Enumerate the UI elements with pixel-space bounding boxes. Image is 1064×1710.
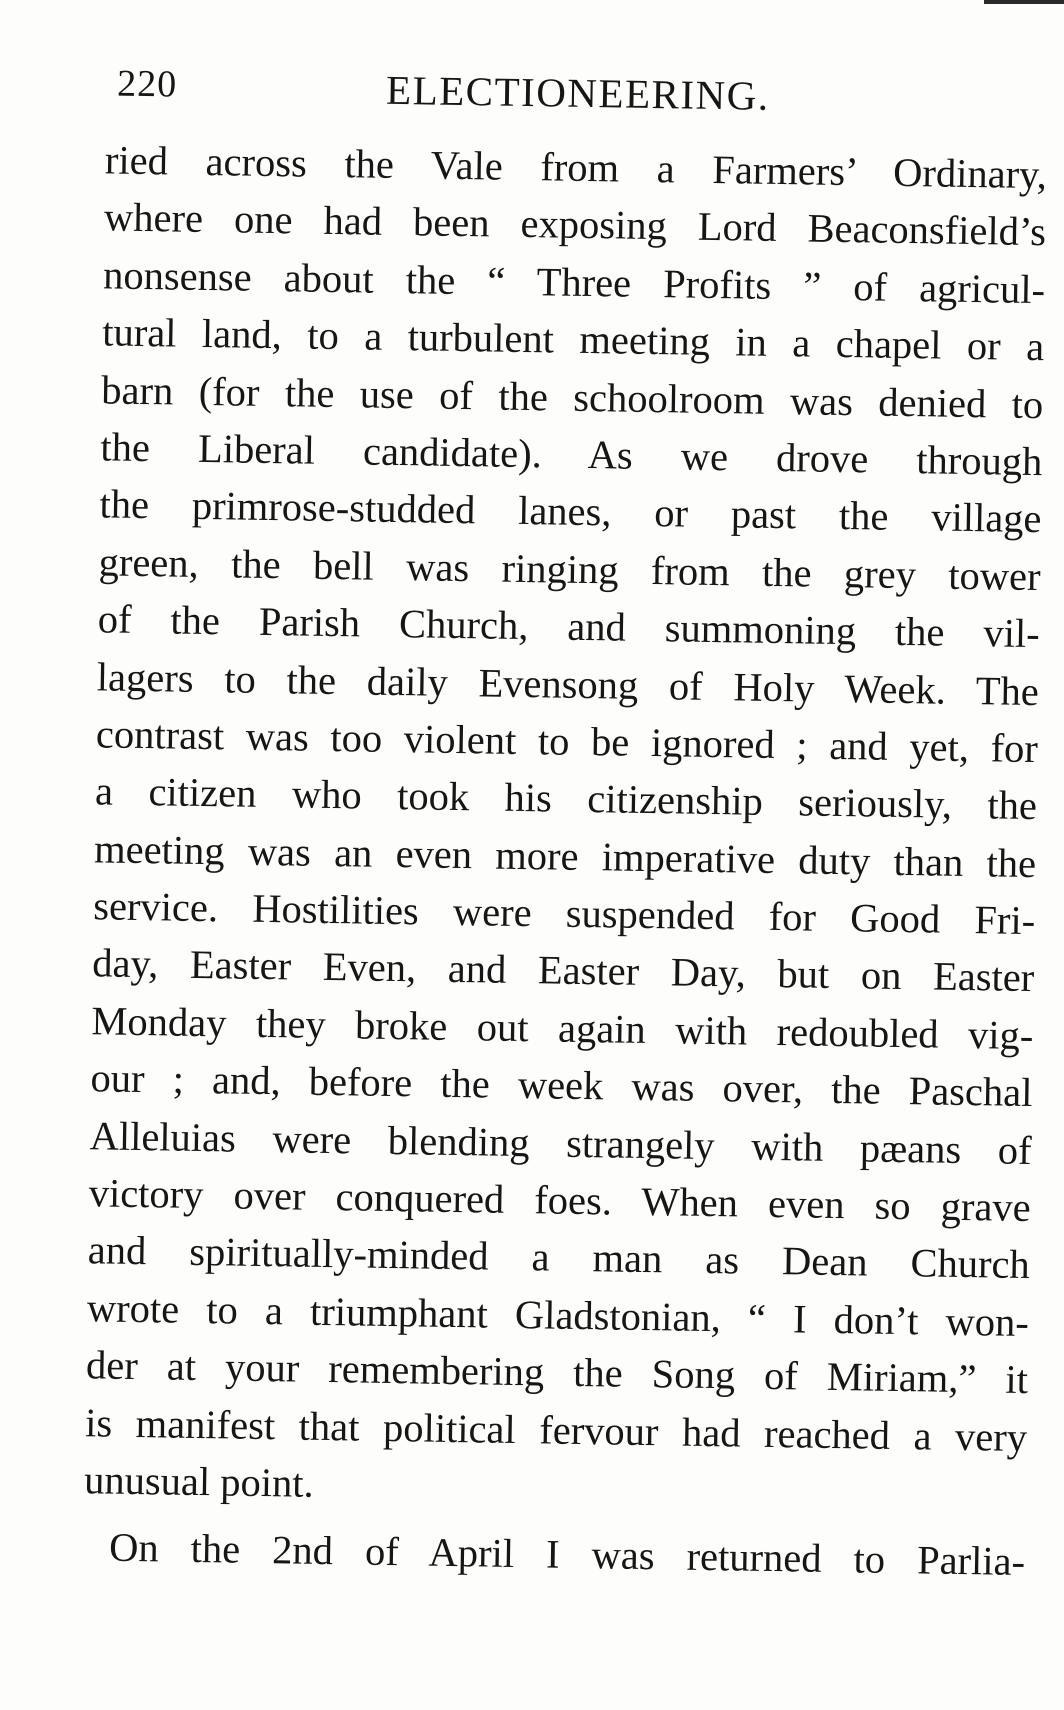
text-line: green, the bell was ringing from the grey tower [98,539,1041,599]
paragraph-1 [84,131,1048,1523]
text-line: der at your remembering the Song of Miriam,” it [85,1342,1029,1403]
text-line: barn (for the use of the schoolroom was denied to [101,366,1044,427]
text-line: nonsense about the “ Three Profits ” of agricul- [102,252,1046,312]
text-line: where one had been exposing Lord Beaconsfield’s [103,194,1047,255]
text-line: a citizen who took his citizenship seriously, the [94,768,1038,829]
text-line: our ; and, before the week was over, the Paschal [90,1055,1033,1116]
top-edge-rule [984,0,1064,4]
text-line: victory over conquered foes. When even so grave [88,1170,1032,1231]
text-line: the Liberal candidate). As we drove through [100,424,1043,485]
text-line: On the 2nd of April I was returned to Parlia- [108,1525,1026,1585]
text-line: ried across the Vale from a Farmers’ Ordinary, [104,137,1048,198]
running-title: ELECTIONEERING. [385,66,770,119]
text-line: service. Hostilities were suspended for Good Fri- [92,883,1036,944]
text-line: tural land, to a turbulent meeting in a chapel or a [101,309,1045,370]
text-line: Alleluias were blending strangely with pæans of [89,1112,1032,1173]
text-line: lagers to the daily Evensong of Holy Week. The [96,653,1040,714]
text-line: the primrose-studded lanes, or past the village [99,481,1042,542]
text-line: Monday they broke out again with redoubled vig- [91,998,1034,1058]
page-header [11,52,1064,139]
text-line: unusual point. [83,1457,315,1506]
text-line: wrote to a triumphant Gladstonian, “ I don’t won- [86,1285,1030,1345]
page-number: 220 [116,62,178,106]
body-text [83,131,1048,1590]
text-line: and spiritually-minded a man as Dean Church [87,1227,1031,1288]
text-line: meeting was an even more imperative duty than the [93,826,1037,886]
text-line: contrast was too violent to be ignored ; and yet, for [95,711,1039,772]
text-line: day, Easter Even, and Easter Day, but on Easter [92,940,1035,1001]
text-line: of the Parish Church, and summoning the vil- [97,596,1041,657]
text-line: is manifest that political fervour had reached a very [84,1399,1028,1460]
